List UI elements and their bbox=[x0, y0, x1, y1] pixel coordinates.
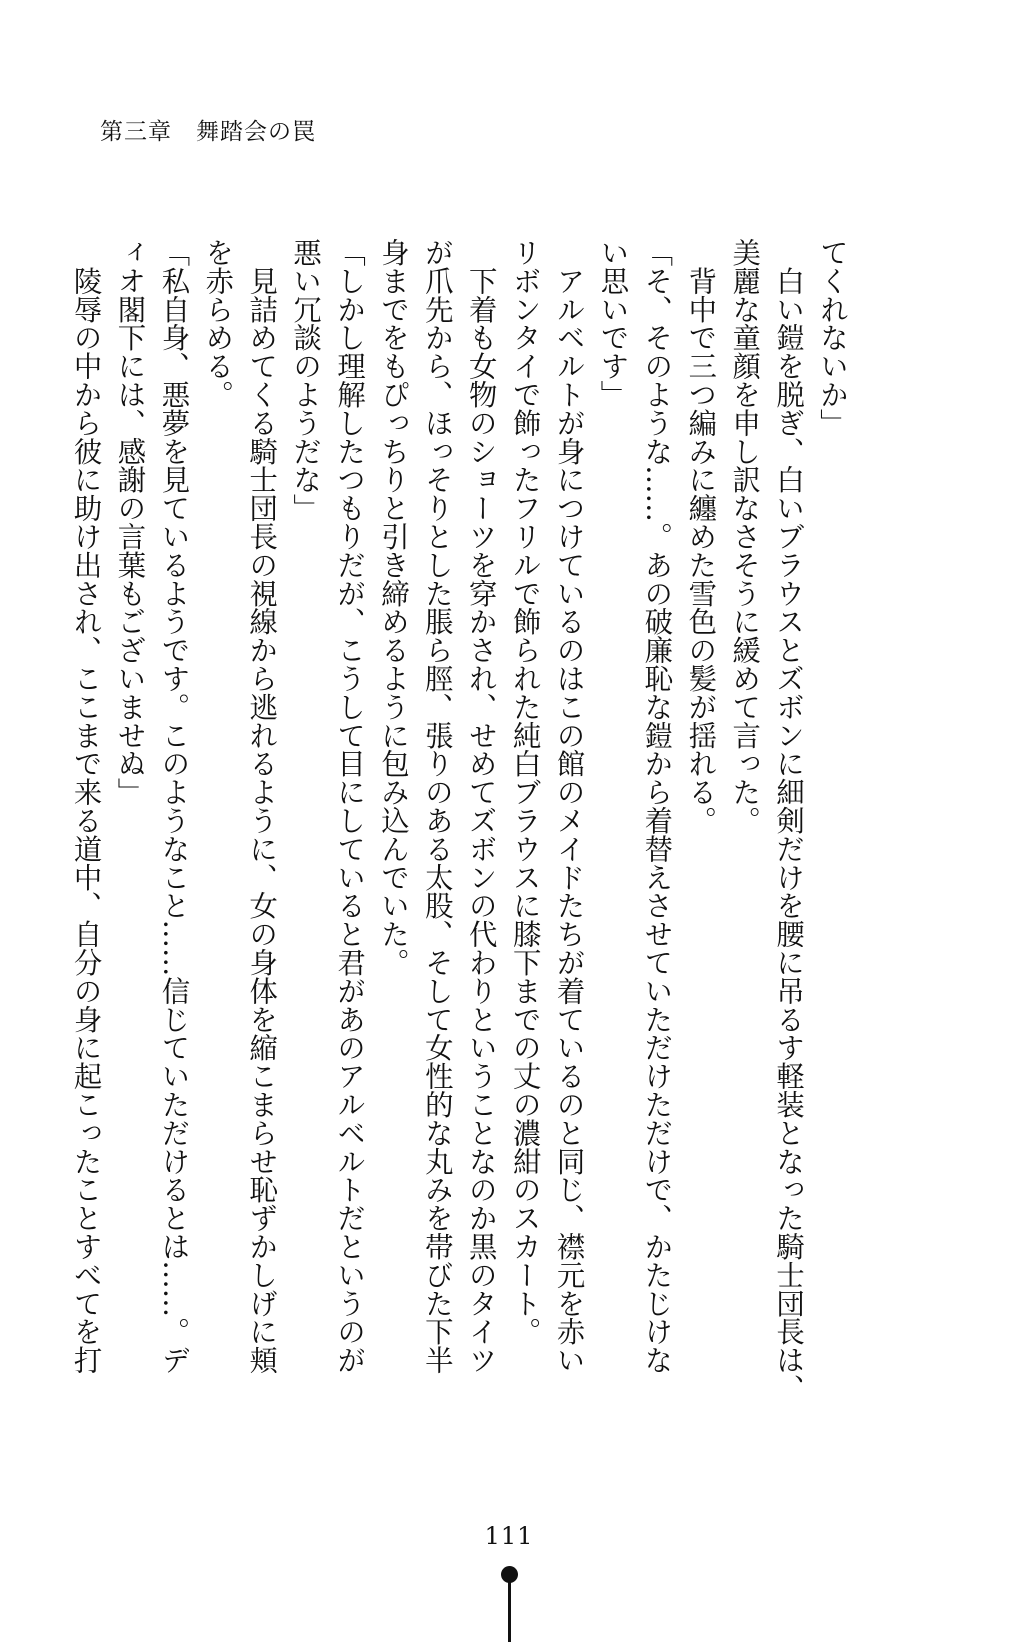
text-line: 悪い冗談のようだな」 bbox=[289, 238, 323, 522]
text-line: 身までをもぴっちりと引き締めるように包み込んでいた。 bbox=[376, 238, 410, 977]
text-line: 見詰めてくる騎士団長の視線から逃れるように、女の身体を縮こまらせ恥ずかしげに頬 bbox=[245, 238, 279, 1374]
text-line: 「私自身、悪夢を見ているようです。このようなこと……信じていただけるとは……。デ bbox=[157, 238, 191, 1374]
text-line: 下着も女物のショーツを穿かされ、せめてズボンの代わりということなのか黒のタイツ bbox=[464, 238, 498, 1374]
text-line: い思いです」 bbox=[596, 238, 630, 409]
text-line: 背中で三つ編みに纏めた雪色の髪が揺れる。 bbox=[684, 238, 718, 835]
text-line: リボンタイで飾ったフリルで飾られた純白ブラウスに膝下までの丈の濃紺のスカート。 bbox=[508, 238, 542, 1346]
text-line: てくれないか」 bbox=[816, 238, 849, 437]
text-line: が爪先から、ほっそりとした脹ら脛、張りのある太股、そして女性的な丸みを帯びた下半 bbox=[420, 238, 454, 1374]
page-number: 111 bbox=[484, 1522, 534, 1550]
text-line: 白い鎧を脱ぎ、白いブラウスとズボンに細剣だけを腰に吊るす軽装となった騎士団長は、 bbox=[772, 238, 806, 1403]
body-text bbox=[69, 238, 854, 1403]
text-line: ィオ閣下には、感謝の言葉もございませぬ」 bbox=[113, 238, 147, 806]
page-marker-rule bbox=[508, 1582, 511, 1642]
text-line: 「そ、そのような……。あの破廉恥な鎧から着替えさせていただけただけで、かたじけな bbox=[640, 238, 674, 1374]
text-line: 美麗な童顔を申し訳なさそうに緩めて言った。 bbox=[728, 238, 762, 835]
page-marker-dot bbox=[501, 1566, 518, 1583]
text-line: を赤らめる。 bbox=[201, 238, 235, 409]
text-line: アルベルトが身につけているのはこの館のメイドたちが着ているのと同じ、襟元を赤い bbox=[552, 238, 586, 1374]
text-line: 陵辱の中から彼に助け出され、ここまで来る道中、自分の身に起こったことすべてを打 bbox=[69, 238, 103, 1374]
running-head: 第三章 舞踏会の罠 bbox=[100, 119, 316, 145]
text-line: 「しかし理解したつもりだが、こうして目にしていると君があのアルベルトだというのが bbox=[333, 238, 367, 1374]
